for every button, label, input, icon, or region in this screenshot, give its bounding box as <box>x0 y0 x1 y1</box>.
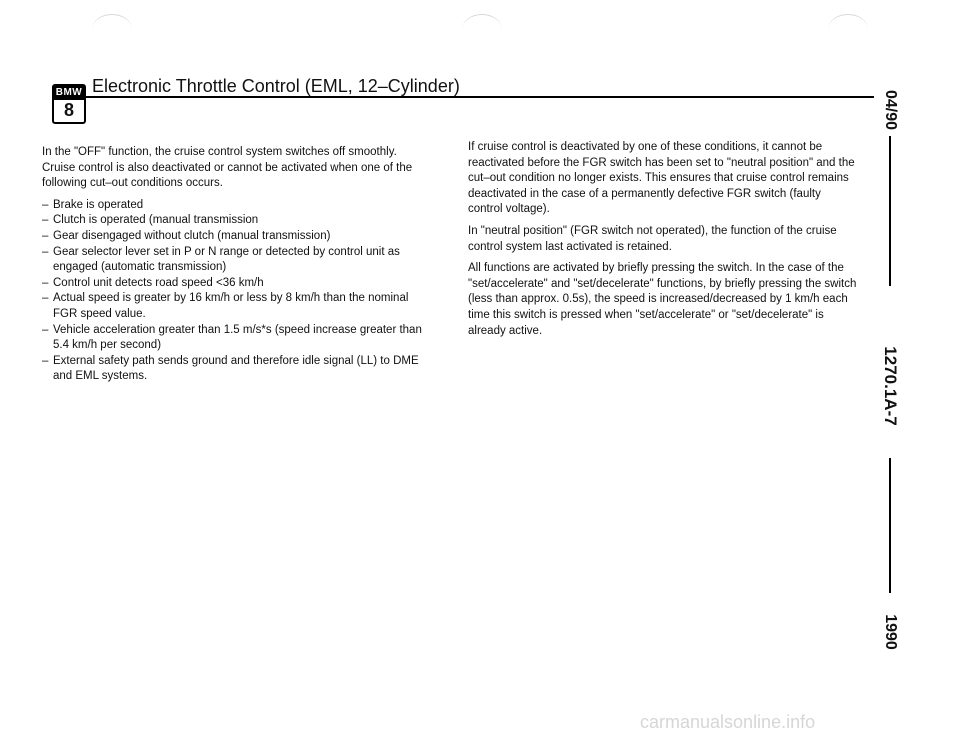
body-paragraph: All functions are activated by briefly pressing the switch. In the case of the "set/accelerate" and "set/decelerate" functions, by briefly pressing the switch (less than approx. 0.5s), the speed is increased/decreased by 1 km/h each time this switch is pressed when "set/accelerate" or "set/decelerate" is already active. <box>468 262 857 337</box>
scan-smudge <box>462 14 502 45</box>
left-column <box>42 145 422 385</box>
body-paragraph: If cruise control is deactivated by one of these conditions, it cannot be reactivated before the FGR switch has been set to "neutral position" and the cut–out condition no longer exists. This ensures that cruise control remains deactivated in the case of a permanently defective FGR switch (faulty control voltage). <box>468 141 855 216</box>
condition-item: – Brake is operated <box>42 198 422 214</box>
condition-item: – Vehicle acceleration greater than 1.5 m/s*s (speed increase greater than 5.4 km/h per second) <box>42 323 422 354</box>
side-rule <box>889 136 891 286</box>
condition-item: – Gear selector lever set in P or N range or detected by control unit as engaged (automatic transmission) <box>42 245 422 276</box>
side-rule <box>889 458 891 593</box>
intro-paragraph: In the "OFF" function, the cruise control system switches off smoothly. Cruise control is also deactivated or cannot be activated when one of the following cut–out conditions occurs. <box>42 146 413 190</box>
bmw-logo-badge <box>52 84 86 124</box>
side-year: 1990 <box>882 614 899 650</box>
condition-item: – Actual speed is greater by 16 km/h or less by 8 km/h than the nominal FGR speed value. <box>42 291 422 322</box>
side-page-code: 1270.1A-7 <box>881 346 900 426</box>
right-column <box>468 140 858 345</box>
body-paragraph: In "neutral position" (FGR switch not operated), the function of the cruise control system last activated is retained. <box>468 224 837 253</box>
scan-smudge <box>828 14 868 45</box>
logo-series-number: 8 <box>63 100 74 120</box>
condition-item: – External safety path sends ground and therefore idle signal (LL) to DME and EML systems. <box>42 354 422 385</box>
page-title: Electronic Throttle Control (EML, 12–Cylinder) <box>92 76 460 96</box>
condition-item: – Control unit detects road speed <36 km/h <box>42 276 422 292</box>
scan-smudge <box>92 14 132 45</box>
condition-item: – Gear disengaged without clutch (manual transmission) <box>42 229 422 245</box>
header-rule <box>82 96 874 98</box>
cutout-conditions-list <box>42 198 422 385</box>
logo-brand: BMW <box>55 87 83 98</box>
side-date: 04/90 <box>882 89 899 131</box>
watermark: carmanualsonline.info <box>640 712 816 732</box>
condition-item: – Clutch is operated (manual transmission <box>42 213 422 229</box>
